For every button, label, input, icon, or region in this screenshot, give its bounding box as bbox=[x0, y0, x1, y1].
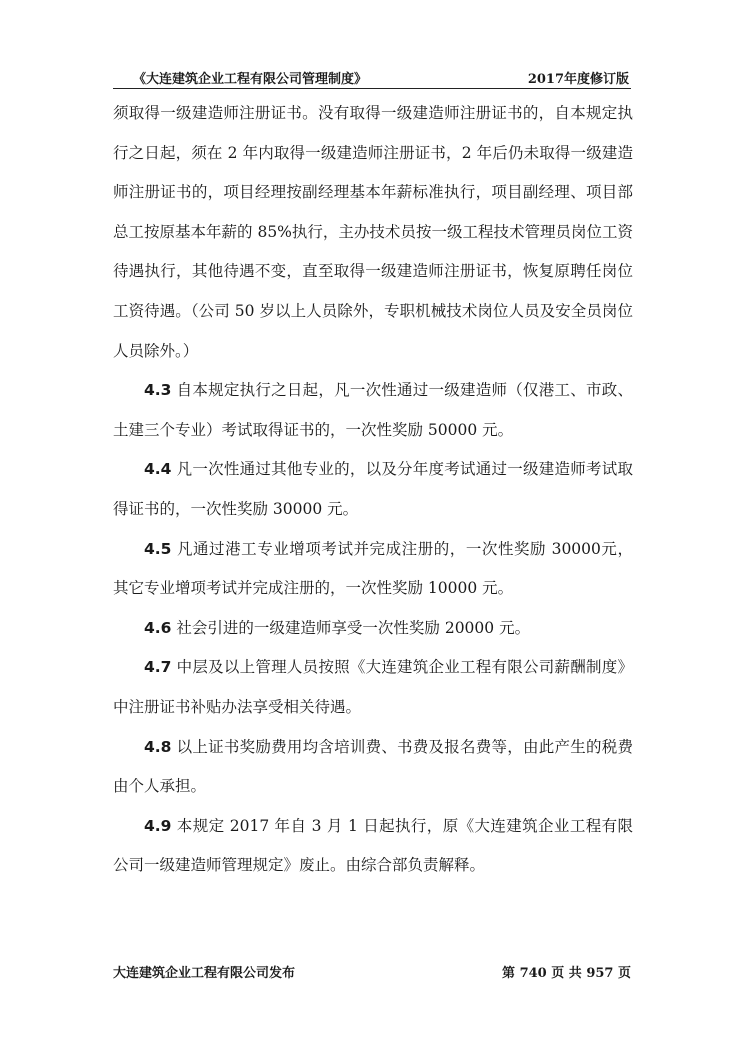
clause-text: 自本规定执行之日起，凡一次性通过一级建造师（仅港工、市政、土建三个专业）考试取得证书的，一次性奖励 50000 元。 bbox=[113, 381, 633, 439]
clause-number: 4.8 bbox=[144, 737, 172, 756]
clause-number: 4.4 bbox=[144, 460, 172, 479]
clause-4-9 bbox=[113, 807, 633, 886]
footer-page-number bbox=[502, 962, 631, 981]
clause-4-5 bbox=[113, 530, 633, 609]
clause-number: 4.3 bbox=[144, 381, 172, 400]
page-suffix: 页 bbox=[617, 966, 631, 981]
clause-text: 本规定 2017 年自 3 月 1 日起执行，原《大连建筑企业工程有限公司一级建造师管理规定》废止。由综合部负责解释。 bbox=[113, 816, 633, 875]
clause-number: 4.7 bbox=[144, 658, 172, 677]
clause-text: 中层及以上管理人员按照《大连建筑企业工程有限公司薪酬制度》中注册证书补贴办法享受相关待遇。 bbox=[113, 658, 633, 716]
clause-4-3 bbox=[113, 371, 633, 450]
document-body bbox=[113, 94, 633, 886]
clause-4-7 bbox=[113, 648, 633, 727]
clause-4-6 bbox=[113, 609, 633, 649]
header-edition: 2017年度修订版 bbox=[527, 72, 629, 87]
page-header bbox=[113, 66, 631, 89]
total-pages: 957 bbox=[586, 966, 614, 981]
header-document-title: 《大连建筑企业工程有限公司管理制度》 bbox=[133, 72, 368, 87]
clause-number: 4.5 bbox=[144, 539, 172, 558]
clause-4-4 bbox=[113, 450, 633, 529]
clause-text: 凡一次性通过其他专业的，以及分年度考试通过一级建造师考试取得证书的，一次性奖励 30000 元。 bbox=[113, 460, 633, 518]
page-middle: 页 共 bbox=[551, 966, 582, 981]
clause-number: 4.6 bbox=[144, 618, 172, 637]
current-page: 740 bbox=[519, 966, 547, 981]
paragraph-continuation bbox=[113, 94, 633, 371]
clause-4-8 bbox=[113, 728, 633, 807]
paragraph-text: 须取得一级建造师注册证书。没有取得一级建造师注册证书的，自本规定执行之日起，须在 2 年内取得一级建造师注册证书，2 年后仍未取得一级建造师注册证书的，项目经理按副经理基本年薪标准执行，项目副经理、项目部总工按原基本年薪的 85%执行，主办技术员按一级工程技术管理员岗位工资待遇执行，其他待遇不变，直至取得一级建造师注册证书，恢复原聘任岗位工资待遇。（公司 50 岁以上人员除外，专职机械技术岗位人员及安全员岗位人员除外。） bbox=[113, 104, 633, 360]
clause-text: 凡通过港工专业增项考试并完成注册的，一次性奖励 30000元，其它专业增项考试并完成注册的，一次性奖励 10000 元。 bbox=[113, 539, 633, 598]
page-prefix: 第 bbox=[502, 966, 516, 981]
clause-text: 以上证书奖励费用均含培训费、书费及报名费等，由此产生的税费由个人承担。 bbox=[113, 737, 633, 796]
footer-publisher: 大连建筑企业工程有限公司发布 bbox=[113, 966, 296, 981]
clause-text: 社会引进的一级建造师享受一次性奖励 20000 元。 bbox=[176, 618, 531, 637]
clause-number: 4.9 bbox=[144, 816, 172, 835]
